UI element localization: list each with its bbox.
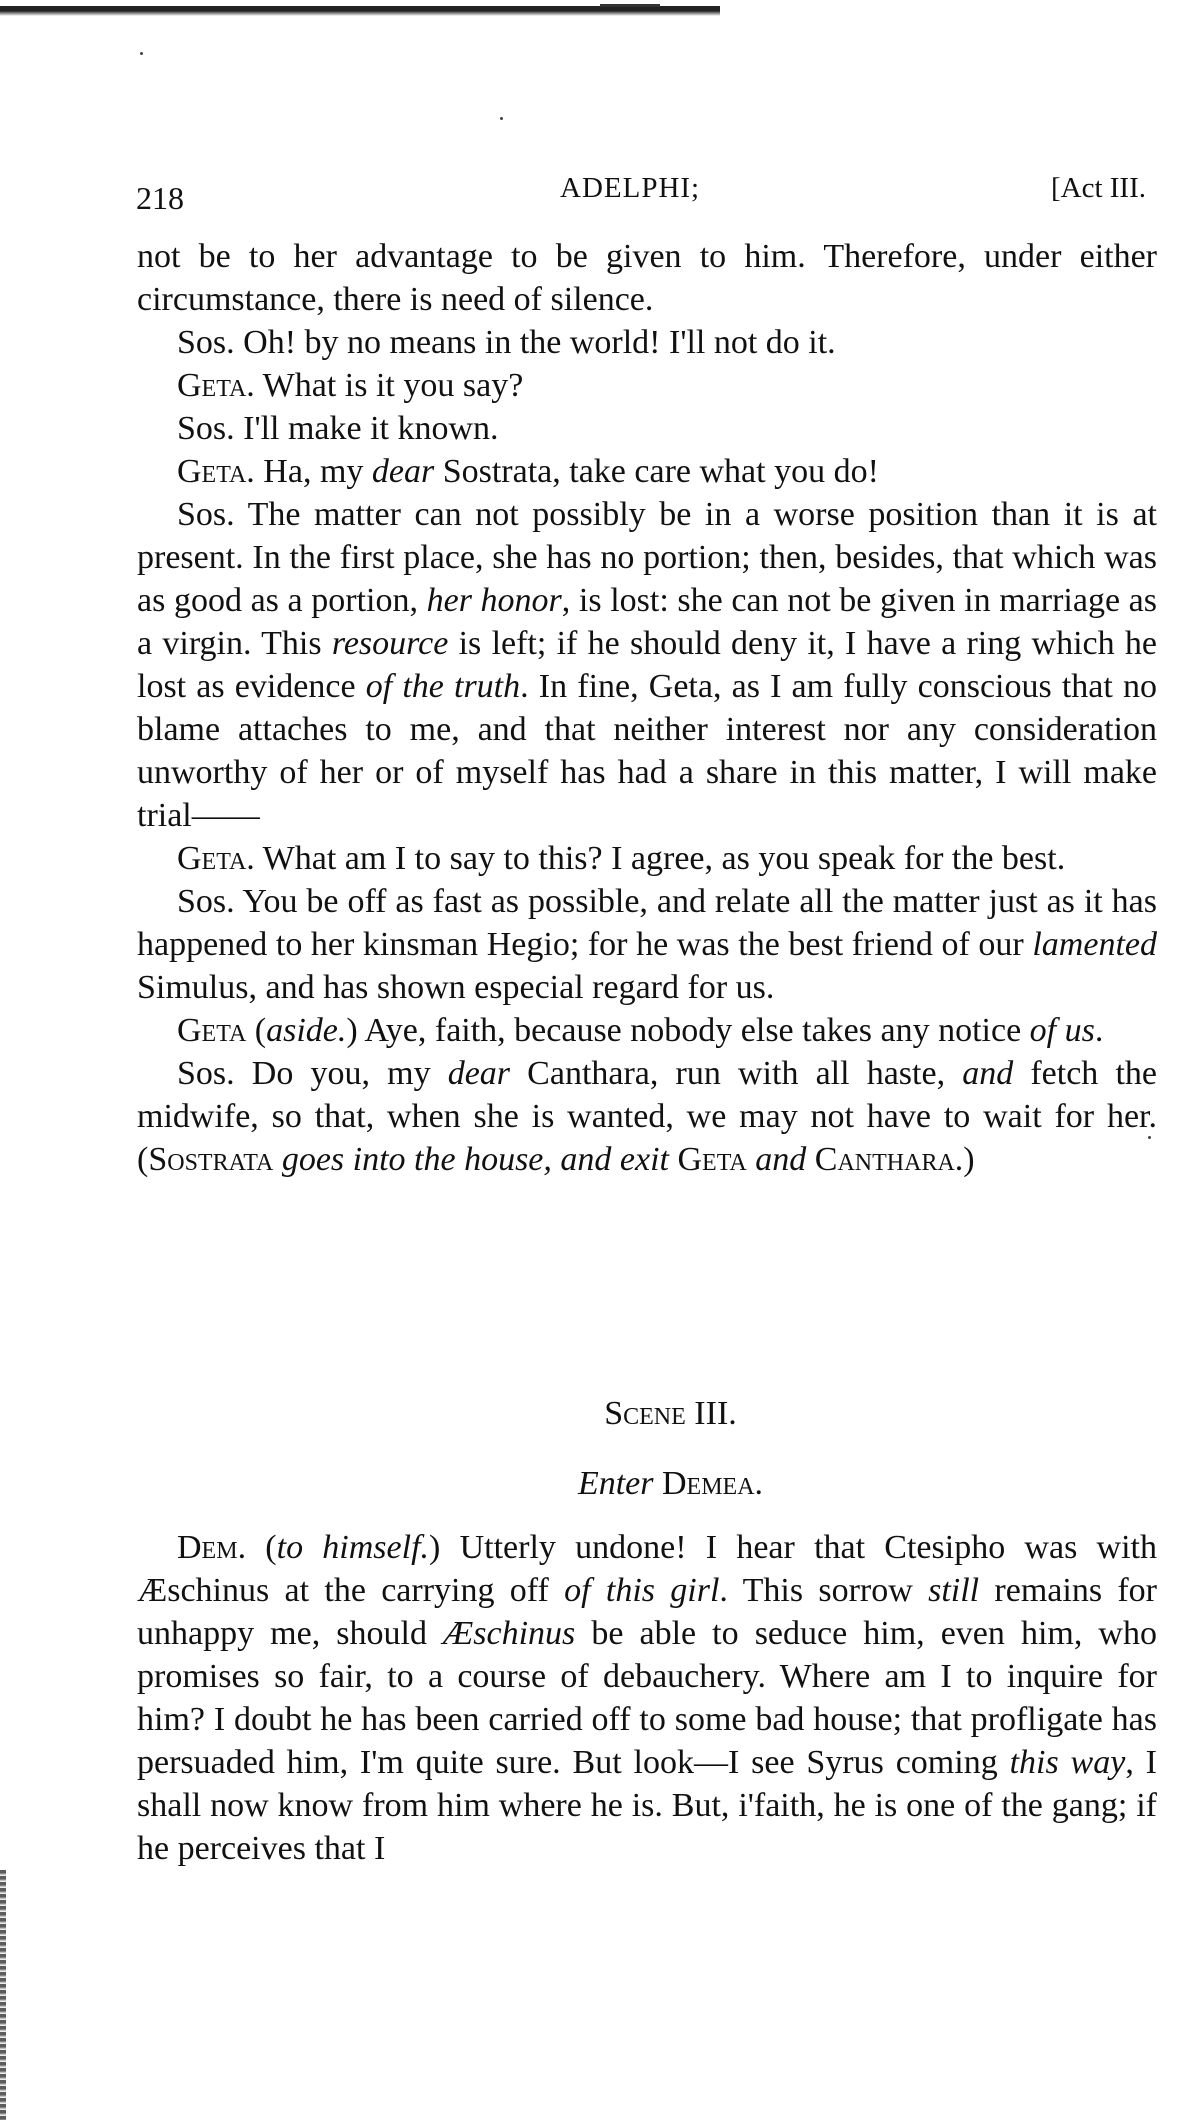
paragraph bbox=[137, 1009, 1157, 1052]
scene-entrance bbox=[80, 1465, 1181, 1503]
speck-mark bbox=[140, 52, 143, 55]
speaker-name: Canthara bbox=[814, 1141, 955, 1178]
paragraph bbox=[137, 1052, 1157, 1181]
speaker-name: Geta bbox=[677, 1141, 747, 1178]
running-title: ADELPHI; bbox=[560, 172, 701, 204]
italic-text: dear bbox=[447, 1055, 511, 1092]
scene-title-prefix: Scene bbox=[604, 1395, 686, 1432]
text-run: Sos. bbox=[177, 324, 235, 361]
italic-text: aside. bbox=[266, 1012, 347, 1049]
text-run: Oh! by no means in the world! I'll not do it. bbox=[234, 324, 836, 361]
text-run: be able to seduce him, even him, who promises so fair, to a course of debauchery. Where am I to inquire for him? I doubt he has been carried off to some bad house; that profligate has persuaded him, I'm quite sure. But look—I see Syrus coming bbox=[137, 1615, 1157, 1781]
text-run: is left; if he should deny it, I have a ring which he lost as evidence bbox=[137, 625, 1157, 705]
paragraph bbox=[137, 493, 1157, 837]
paragraph bbox=[137, 235, 1157, 321]
italic-text: of the truth bbox=[365, 668, 521, 705]
italic-text: Æschinus bbox=[443, 1615, 576, 1652]
dialogue-block-scene-ii bbox=[137, 235, 1157, 1181]
text-run: , is lost: she can not be given in marriage as a virgin. This bbox=[137, 582, 1157, 662]
speck-mark bbox=[500, 117, 503, 120]
speaker-name: Geta bbox=[177, 453, 247, 490]
paragraph bbox=[137, 837, 1157, 880]
italic-text: and bbox=[962, 1055, 1014, 1092]
text-run: ( bbox=[246, 1012, 267, 1049]
text-run bbox=[747, 1141, 756, 1178]
text-run: . bbox=[1094, 1012, 1104, 1049]
text-run: Sos. You be off as fast as possible, and relate all the matter just as it has happened to her kinsman Hegio; for he was the best friend of our bbox=[137, 883, 1157, 963]
italic-text: of us bbox=[1029, 1012, 1095, 1049]
italic-text: lamented bbox=[1032, 926, 1157, 963]
text-run: Simulus, and has shown especial regard for us. bbox=[137, 969, 775, 1006]
text-run bbox=[273, 1141, 282, 1178]
text-run: ) Utterly undone! I hear that Ctesipho was with Æschinus at the carrying off bbox=[137, 1529, 1157, 1609]
italic-text: to himself. bbox=[276, 1529, 430, 1566]
scene-title bbox=[80, 1395, 1181, 1433]
italic-text: still bbox=[928, 1572, 980, 1609]
text-run: ) Aye, faith, because nobody else takes any notice bbox=[346, 1012, 1030, 1049]
paragraph bbox=[137, 364, 1157, 407]
italic-text: this way bbox=[1009, 1744, 1126, 1781]
text-run: .) bbox=[954, 1141, 975, 1178]
enter-character-name: Demea bbox=[662, 1465, 755, 1502]
paragraph bbox=[137, 321, 1157, 364]
text-run: Sos. Do you, my bbox=[177, 1055, 448, 1092]
speaker-name: Geta bbox=[177, 367, 247, 404]
text-run: Canthara, run with all haste, bbox=[510, 1055, 963, 1092]
text-run: Sos. The matter can not possibly be in a worse position than it is at present. In the first place, she has no portion; then, besides, that which was as good as a portion, bbox=[137, 496, 1157, 619]
text-run: . In fine, Geta, as I am fully conscious that no blame attaches to me, and that neither interest nor any consideration unworthy of her or of myself has had a share in this matter, I will make trial—— bbox=[137, 668, 1157, 834]
top-edge-mark bbox=[600, 4, 660, 7]
italic-text: and bbox=[755, 1141, 807, 1178]
text-run: . ( bbox=[237, 1529, 277, 1566]
speaker-name: Geta bbox=[177, 1012, 247, 1049]
text-run: remains for unhappy me, should bbox=[137, 1572, 1157, 1652]
paragraph bbox=[137, 407, 1157, 450]
text-run: . What am I to say to this? I agree, as you speak for the best. bbox=[246, 840, 1066, 877]
speaker-name: Dem bbox=[177, 1529, 238, 1566]
enter-word: Enter bbox=[577, 1465, 654, 1502]
scene-title-number: III. bbox=[694, 1395, 737, 1432]
text-run: . This sorrow bbox=[719, 1572, 929, 1609]
italic-text: dear bbox=[371, 453, 435, 490]
text-run: fetch the midwife, so that, when she is wanted, we may not have to wait for her. ( bbox=[137, 1055, 1157, 1178]
paragraph bbox=[137, 880, 1157, 1009]
page-header bbox=[136, 172, 1146, 222]
paragraph bbox=[137, 450, 1157, 493]
text-run bbox=[806, 1141, 815, 1178]
text-run: Sostrata, take care what you do! bbox=[434, 453, 879, 490]
text-run: Sos. I'll make it known. bbox=[177, 410, 499, 447]
italic-text: resource bbox=[331, 625, 449, 662]
enter-suffix: . bbox=[754, 1465, 764, 1502]
text-run: not be to her advantage to be given to him. Therefore, under either circumstance, there is need of silence. bbox=[137, 238, 1157, 318]
paragraph bbox=[137, 1526, 1157, 1870]
act-label: [Act III. bbox=[1050, 172, 1146, 204]
speaker-name: Sostrata bbox=[148, 1141, 274, 1178]
text-run: , I shall now know from him where he is. But, i'faith, he is one of the gang; if he perceives that I bbox=[137, 1744, 1157, 1867]
text-run: . Ha, my bbox=[246, 453, 372, 490]
dialogue-block-scene-iii bbox=[137, 1526, 1157, 1870]
page-edge-binding bbox=[0, 1870, 6, 2120]
italic-text: her honor bbox=[426, 582, 562, 619]
text-run: . What is it you say? bbox=[246, 367, 524, 404]
top-edge-rule bbox=[0, 6, 720, 16]
speaker-name: Geta bbox=[177, 840, 247, 877]
italic-text: of this girl bbox=[564, 1572, 720, 1609]
page-number: 218 bbox=[136, 180, 184, 216]
italic-text: goes into the house, and exit bbox=[281, 1141, 669, 1178]
